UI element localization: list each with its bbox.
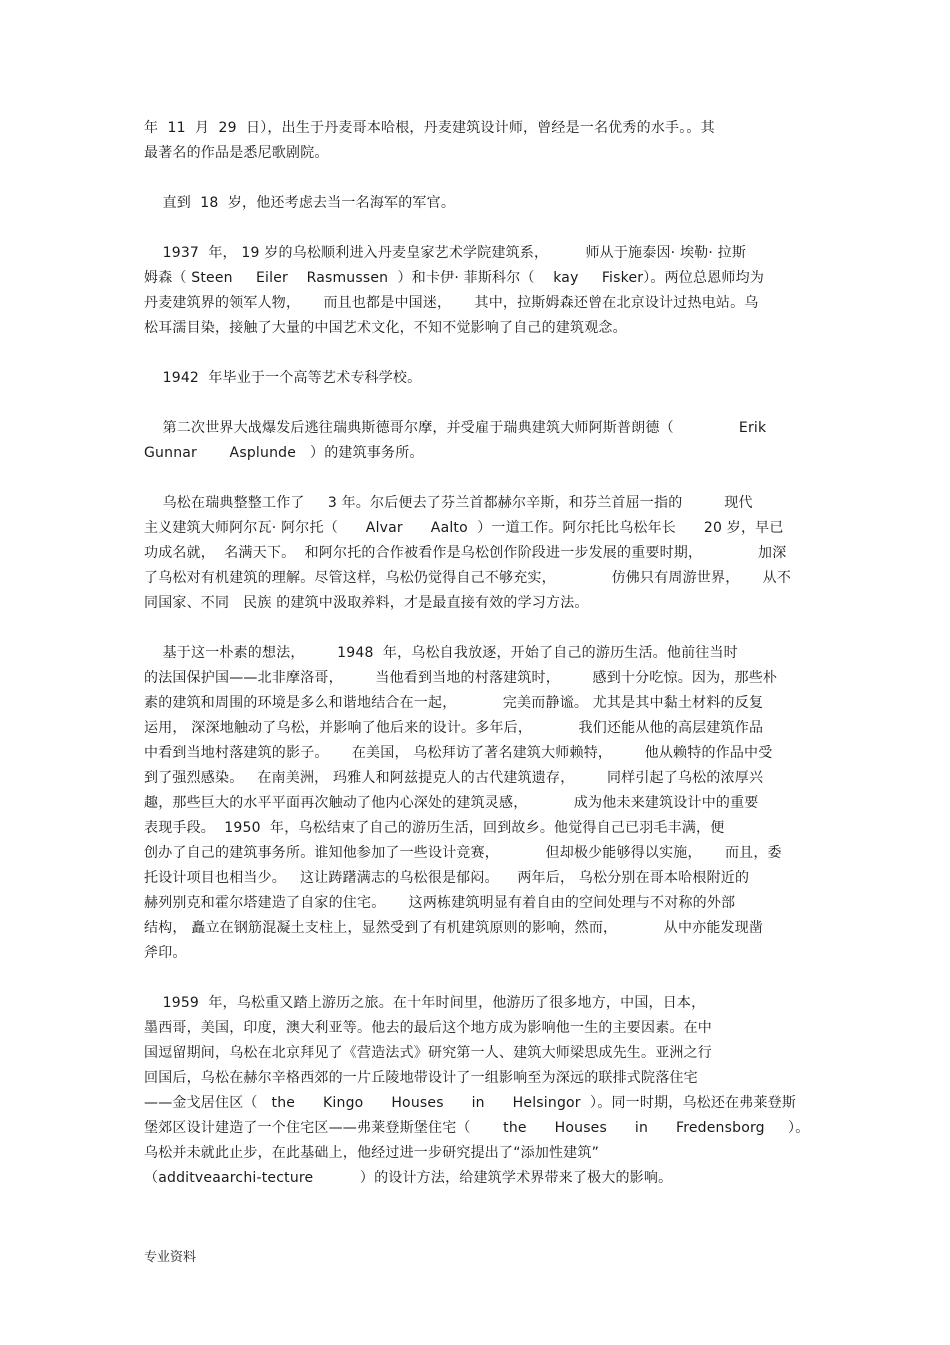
text-line: 姆森（ Steen Eiler Rasmussen ）和卡伊· 菲斯科尔（ kay Fisker）。两位总恩师均为: [144, 270, 765, 286]
text-line: 年 11 月 29 日），出生于丹麦哥本哈根，丹麦建筑设计师，曾经是一名优秀的水手。。其: [144, 120, 715, 136]
text-line: 主义建筑大师阿尔瓦· 阿尔托（ Alvar Aalto ）一道工作。阿尔托比乌松年长 20 岁，早已: [144, 520, 784, 536]
text-line: 中看到当地村落建筑的影子。 在美国， 乌松拜访了著名建筑大师赖特， 他从赖特的作品中受: [144, 745, 773, 761]
text-line: 了乌松对有机建筑的理解。尽管这样，乌松仍觉得自己不够充实， 仿佛只有周游世界， 从不: [144, 570, 792, 586]
text-line: 的法国保护国——北非摩洛哥， 当他看到当地的村落建筑时， 感到十分吃惊。因为，那些朴: [144, 670, 778, 686]
text-line: 基于这一朴素的想法， 1948 年，乌松自我放逐，开始了自己的游历生活。他前往当时: [144, 645, 738, 661]
text-line: 1942 年毕业于一个高等艺术专科学校。: [144, 370, 422, 386]
text-line: 回国后，乌松在赫尔辛格西郊的一片丘陵地带设计了一组影响至为深远的联排式院落住宅: [144, 1070, 698, 1086]
text-line: 丹麦建筑界的领军人物， 而且也都是中国迷， 其中，拉斯姆森还曾在北京设计过热电站。乌: [144, 295, 759, 311]
text-line: （additveaarchi-tecture ）的设计方法，给建筑学术界带来了极大的影响。: [144, 1170, 673, 1186]
text-line: 赫列别克和霍尔塔建造了自家的住宅。 这两栋建筑明显有着自由的空间处理与不对称的外部: [144, 895, 736, 911]
text-line: 功成名就， 名满天下。 和阿尔托的合作被看作是乌松创作阶段进一步发展的重要时期， 加深: [144, 545, 787, 561]
text-line: 最著名的作品是悉尼歌剧院。: [144, 145, 329, 161]
text-line: 松耳濡目染，接触了大量的中国艺术文化，不知不觉影响了自己的建筑观念。: [144, 320, 627, 336]
text-line: 堡郊区设计建造了一个住宅区——弗莱登斯堡住宅（ the Houses in Fredensborg ）。: [144, 1120, 810, 1136]
text-line: 表现手段。 1950 年，乌松结束了自己的游历生活，回到故乡。他觉得自己已羽毛丰满，便: [144, 820, 725, 836]
text-line: 国逗留期间，乌松在北京拜见了《营造法式》研究第一人、建筑大师梁思成先生。亚洲之行: [144, 1045, 712, 1061]
text-line: 结构， 矗立在钢筋混凝土支柱上，显然受到了有机建筑原则的影响，然而， 从中亦能发现凿: [144, 920, 764, 936]
text-line: 直到 18 岁，他还考虑去当一名海军的军官。: [144, 195, 456, 211]
text-line: 1937 年， 19 岁的乌松顺利进入丹麦皇家艺术学院建筑系， 师从于施泰因· 埃勒· 拉斯: [144, 245, 747, 261]
text-line: 斧印。: [144, 945, 187, 961]
text-line: 运用， 深深地触动了乌松，并影响了他后来的设计。多年后， 我们还能从他的高层建筑作品: [144, 720, 764, 736]
text-line: 创办了自己的建筑事务所。谁知他参加了一些设计竞赛， 但却极少能够得以实施， 而且，委: [144, 845, 782, 861]
text-line: 1959 年，乌松重又踏上游历之旅。在十年时间里，他游历了很多地方，中国，日本，: [144, 995, 706, 1011]
text-line: ——金戈居住区（ the Kingo Houses in Helsingor ）。同一时期，乌松还在弗莱登斯: [144, 1095, 797, 1111]
text-line: 乌松在瑞典整整工作了 3 年。尔后便去了芬兰首都赫尔辛斯，和芬兰首屈一指的 现代: [144, 495, 753, 511]
text-line: 素的建筑和周围的环境是多么和谐地结合在一起， 完美而静谧。 尤其是其中黏土材料的反复: [144, 695, 764, 711]
text-line: 第二次世界大战爆发后逃往瑞典斯德哥尔摩，并受雇于瑞典建筑大师阿斯普朗德（ Erik: [144, 420, 767, 436]
page-footer: 专业资料: [144, 1250, 197, 1265]
text-line: Gunnar Asplunde ）的建筑事务所。: [144, 445, 424, 461]
text-line: 墨西哥，美国，印度，澳大利亚等。他去的最后这个地方成为影响他一生的主要因素。在中: [144, 1020, 712, 1036]
text-line: 托设计项目也相当少。 这让踌躇满志的乌松很是郁闷。 两年后， 乌松分别在哥本哈根附近的: [144, 870, 750, 886]
text-line: 到了强烈感染。 在南美洲， 玛雅人和阿兹提克人的古代建筑遗存， 同样引起了乌松的浓厚兴: [144, 770, 764, 786]
text-line: 同国家、不同 民族 的建筑中汲取养料，才是最直接有效的学习方法。: [144, 595, 589, 611]
text-line: 乌松并未就此止步，在此基础上，他经过进一步研究提出了“添加性建筑”: [144, 1145, 600, 1161]
text-line: 趣，那些巨大的水平平面再次触动了他内心深处的建筑灵感， 成为他未来建筑设计中的重要: [144, 795, 759, 811]
